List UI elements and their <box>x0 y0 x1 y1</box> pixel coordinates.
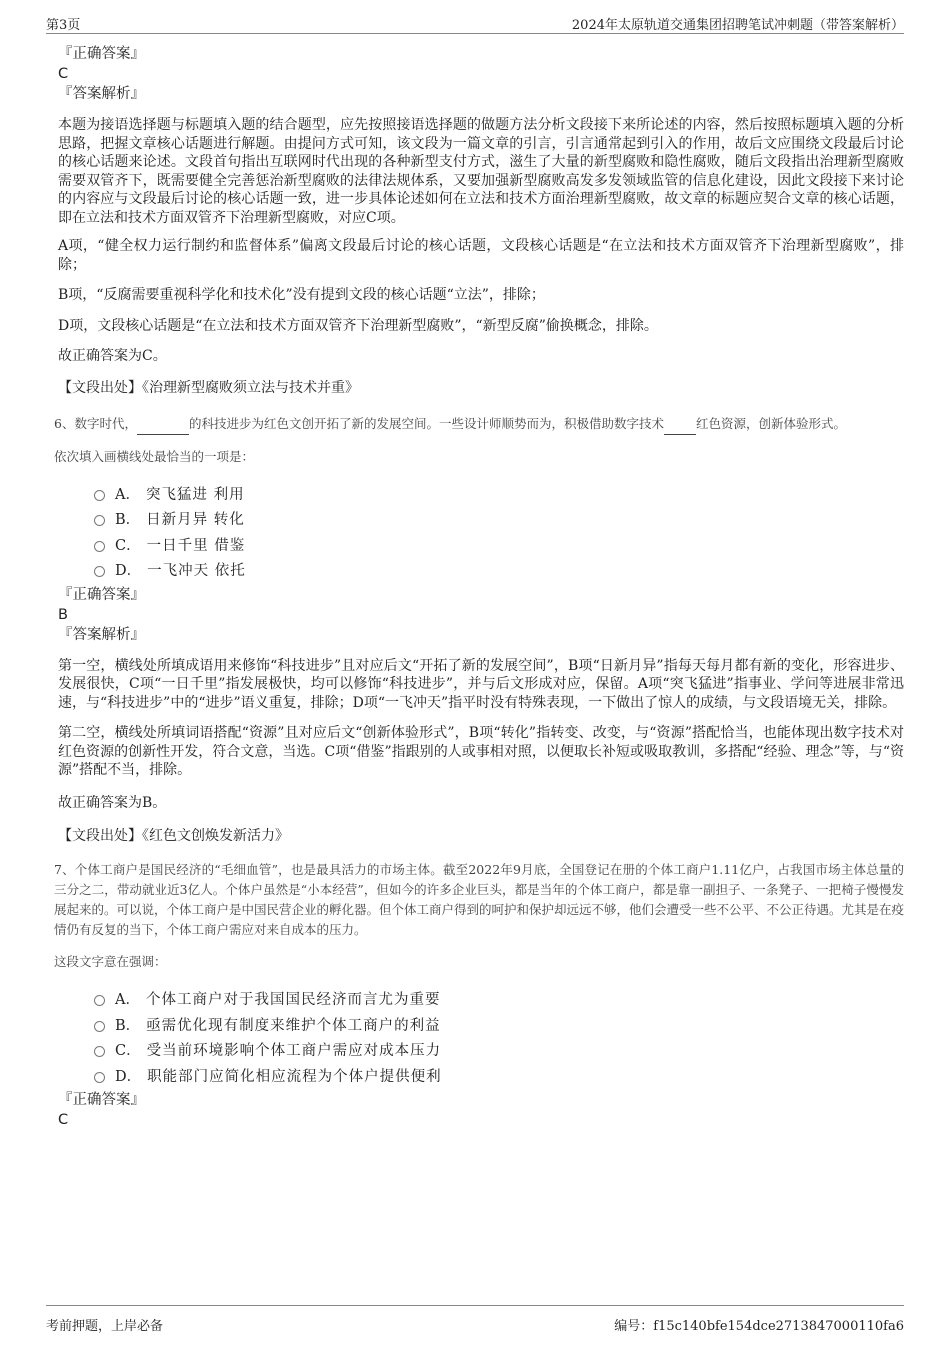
document-title: 2024年太原轨道交通集团招聘笔试冲刺题（带答案解析） <box>571 18 904 33</box>
q6-option-d[interactable]: D． 一飞冲天 依托 <box>94 557 904 583</box>
fill-blank <box>664 414 696 435</box>
q5-analysis-paragraph: D项，文段核心话题是“在立法和技术方面双管齐下治理新型腐败”，“新型反腐”偷换概念，排除。 <box>58 317 658 334</box>
analysis-label: 『答案解析』 <box>58 626 145 643</box>
q6-analysis-paragraph: 第一空，横线处所填成语用来修饰“科技进步”且对应后文“开拓了新的发展空间”，B项“日新月异”指每天每月都有新的变化，形容进步、发展很快，C项“一日千里”指发展极快，均可以修饰“科技进步”，并与后文形成对应，保留。A项“突飞猛进”指事业、学问等进展非常迅速，与“科技进步”中的“进步”语义重复，排除；D项“一飞冲天”指平时没有特殊表现，一下做出了惊人的成绩，与文段语境无关，排除。 <box>58 657 904 711</box>
q7-option-c[interactable]: C． 受当前环境影响个体工商户需应对成本压力 <box>94 1037 904 1063</box>
q6-source: 【文段出处】《红色文创焕发新活力》 <box>58 828 289 844</box>
q7-option-a[interactable]: A． 个体工商户对于我国国民经济而言尤为重要 <box>94 986 904 1012</box>
radio-button-icon[interactable] <box>94 541 105 552</box>
q7-options <box>94 986 904 1088</box>
radio-button-icon[interactable] <box>94 1072 105 1083</box>
answer-label: 『正确答案』 <box>58 1092 145 1108</box>
q5-conclusion: 故正确答案为C。 <box>58 348 167 364</box>
q5-analysis-paragraph: A项，“健全权力运行制约和监督体系”偏离文段最后讨论的核心话题，文段核心话题是“在立法和技术方面双管齐下治理新型腐败”，排除； <box>58 238 904 273</box>
radio-button-icon[interactable] <box>94 1021 105 1032</box>
q6-option-a[interactable]: A． 突飞猛进 利用 <box>94 481 904 507</box>
analysis-label: 『答案解析』 <box>58 86 145 102</box>
q7-answer: C <box>58 1112 69 1128</box>
q5-analysis-paragraph: 本题为接语选择题与标题填入题的结合题型，应先按照接语选择题的做题方法分析文段接下来所论述的内容，然后按照标题填入题的分析思路，把握文章核心话题进行解题。由提问方式可知，该文段为一篇文章的引言，引言通常起到引入的作用，故后文应围绕文段最后讨论的核心话题来论述。文段首句指出互联网时代出现的各种新型支付方式，滋生了大量的新型腐败和隐性腐败，随后文段指出治理新型腐败需要双管齐下，既需要健全完善惩治新型腐败的法律法规体系，又要加强新型腐败高发多发领域监管的信息化建设，因此文段接下来讨论的内容应与文段最后讨论的核心话题一致，进一步具体论述如何在立法和技术方面治理新型腐败，故文章的标题应契合文章的核心话题，即在立法和技术方面双管齐下治理新型腐败，对应C项。 <box>58 117 904 226</box>
q7-option-b[interactable]: B． 亟需优化现有制度来维护个体工商户的利益 <box>94 1012 904 1038</box>
page-number: 第3页 <box>46 18 81 33</box>
q6-analysis-paragraph: 第二空，横线处所填词语搭配“资源”且对应后文“创新体验形式”，B项“转化”指转变、改变，与“资源”搭配恰当，也能体现出数字技术对红色资源的创新性开发，符合文意，当选。C项“借鉴”指跟别的人或事相对照，以便取长补短或吸取教训，多搭配“经验、理念”等，与“资源”搭配不当，排除。 <box>58 725 904 778</box>
document-id: 编号：f15c140bfe154dce2713847000110fa6 <box>614 1319 904 1334</box>
q5-source: 【文段出处】《治理新型腐败须立法与技术并重》 <box>58 379 359 396</box>
footer-divider <box>46 1305 904 1306</box>
radio-button-icon[interactable] <box>94 490 105 501</box>
page-footer <box>0 1305 950 1345</box>
radio-button-icon[interactable] <box>94 995 105 1006</box>
answer-label: 『正确答案』 <box>58 46 145 62</box>
q5-analysis-paragraph: B项，“反腐需要重视科学化和技术化”没有提到文段的核心话题“立法”，排除； <box>58 287 545 303</box>
q6-answer: B <box>58 606 68 623</box>
footer-slogan: 考前押题，上岸必备 <box>46 1319 164 1334</box>
radio-button-icon[interactable] <box>94 1046 105 1057</box>
header-divider <box>46 33 904 34</box>
radio-button-icon[interactable] <box>94 566 105 577</box>
q6-instruction: 依次填入画横线处最恰当的一项是： <box>54 448 255 464</box>
q7-instruction: 这段文字意在强调： <box>54 954 167 969</box>
fill-blank <box>137 414 189 435</box>
q6-option-c[interactable]: C． 一日千里 借鉴 <box>94 532 904 558</box>
q6-options <box>94 481 904 583</box>
q7-stem: 7、个体工商户是国民经济的“毛细血管”，也是最具活力的市场主体。截至2022年9月底，全国登记在册的个体工商户1.11亿户，占我国市场主体总量的三分之二，带动就业近3亿人。个体户虽然是“小本经营”，但如今的许多企业巨头，都是当年的个体工商户，都是靠一副担子、一条凳子、一把椅子慢慢发展起来的。可以说，个体工商户是中国民营企业的孵化器。但个体工商户得到的呵护和保护却远远不够，他们会遭受一些不公平、不公正待遇。尤其是在疫情仍有反复的当下，个体工商户需应对来自成本的压力。 <box>54 862 905 937</box>
q7-option-d[interactable]: D． 职能部门应简化相应流程为个体户提供便利 <box>94 1063 904 1089</box>
radio-button-icon[interactable] <box>94 515 105 526</box>
q6-conclusion: 故正确答案为B。 <box>58 794 167 811</box>
page-header <box>0 0 950 36</box>
q6-stem: 6、数字时代， 的科技进步为红色文创开拓了新的发展空间。一些设计师顺势而为，积极借助数字技术 红色资源，创新体验形式。 <box>54 414 904 435</box>
page-content <box>46 44 904 1130</box>
answer-label: 『正确答案』 <box>58 586 145 603</box>
q5-answer: C <box>58 66 69 82</box>
q6-option-b[interactable]: B． 日新月异 转化 <box>94 506 904 532</box>
